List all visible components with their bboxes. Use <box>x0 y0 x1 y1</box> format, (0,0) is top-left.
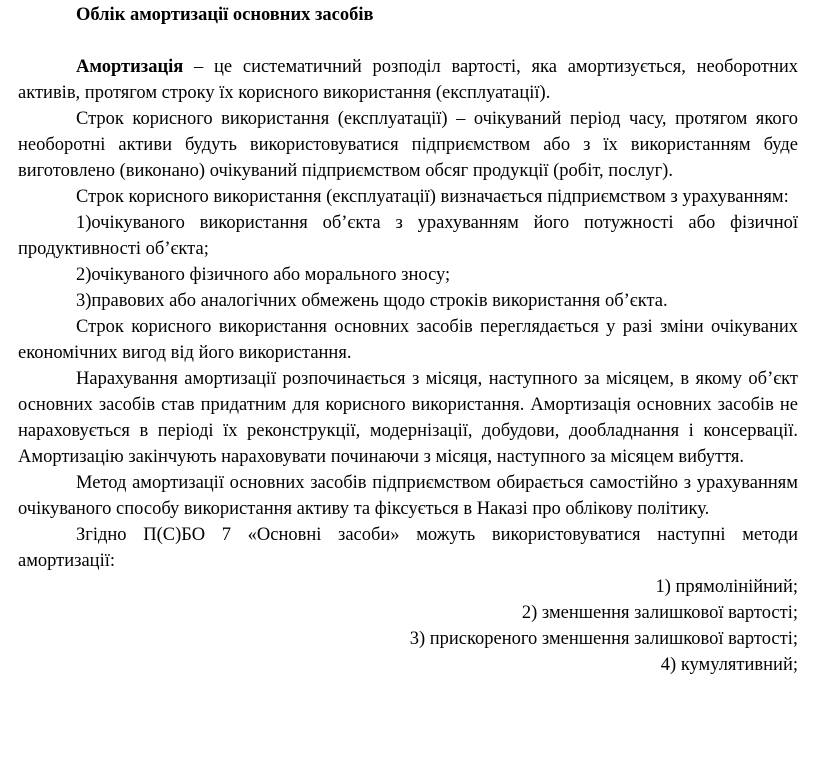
paragraph-useful-life: Строк корисного використання (експлуатації) – очікуваний період часу, протягом якого необоротні активи будуть використовуватися підприємством або з їх використанням буде виготовлено (виконано) очікуваний підприємством обсяг продукції (робіт, послуг). <box>18 109 798 181</box>
definition-term: Амортизація <box>76 57 184 77</box>
list-item-wear: 2)очікуваного фізичного або морального зносу; <box>76 265 451 285</box>
definition-text: – це систематичний розподіл вартості, яка амортизується, необоротних активів, протягом строку їх корисного використання (експлуатації). <box>18 57 798 103</box>
list-item-legal-limits: 3)правових або аналогічних обмежень щодо строків використання об’єкта. <box>76 291 668 311</box>
document-page <box>18 0 798 678</box>
list-item-expected-use: 1)очікуваного використання об’єкта з урахуванням його потужності або фізичної продуктивності об’єкта; <box>18 213 798 259</box>
method-item: 3) прискореного зменшення залишкової вартості; <box>409 629 798 649</box>
paragraph-review: Строк корисного використання основних засобів переглядається у разі зміни очікуваних економічних вигод від його використання. <box>18 317 798 363</box>
paragraph-accrual: Нарахування амортизації розпочинається з місяця, наступного за місяцем, в якому об’єкт основних засобів став придатним для корисного використання. Амортизація основних засобів не нараховується в періоді їх реконструкції, модернізації, добудови, дообладнання і консервації. Амортизацію закінчують нараховувати починаючи з місяця, наступного за місяцем вибуття. <box>18 369 798 467</box>
definition-paragraph <box>18 54 798 106</box>
method-item: 4) кумулятивний; <box>660 655 798 675</box>
blank-line <box>18 28 798 54</box>
document-title: Облік амортизації основних засобів <box>76 5 374 25</box>
method-item: 2) зменшення залишкової вартості; <box>521 603 798 623</box>
paragraph-useful-life-determination: Строк корисного використання (експлуатації) визначається підприємством з урахуванням: <box>76 187 789 207</box>
paragraph-method-choice: Метод амортизації основних засобів підприємством обирається самостійно з урахуванням очікуваного способу використання активу та фіксується в Наказі про облікову політику. <box>18 473 798 519</box>
method-item: 1) прямолінійний; <box>655 577 798 597</box>
paragraph-standard: Згідно П(С)БО 7 «Основні засоби» можуть використовуватися наступні методи амортизації: <box>18 525 798 571</box>
